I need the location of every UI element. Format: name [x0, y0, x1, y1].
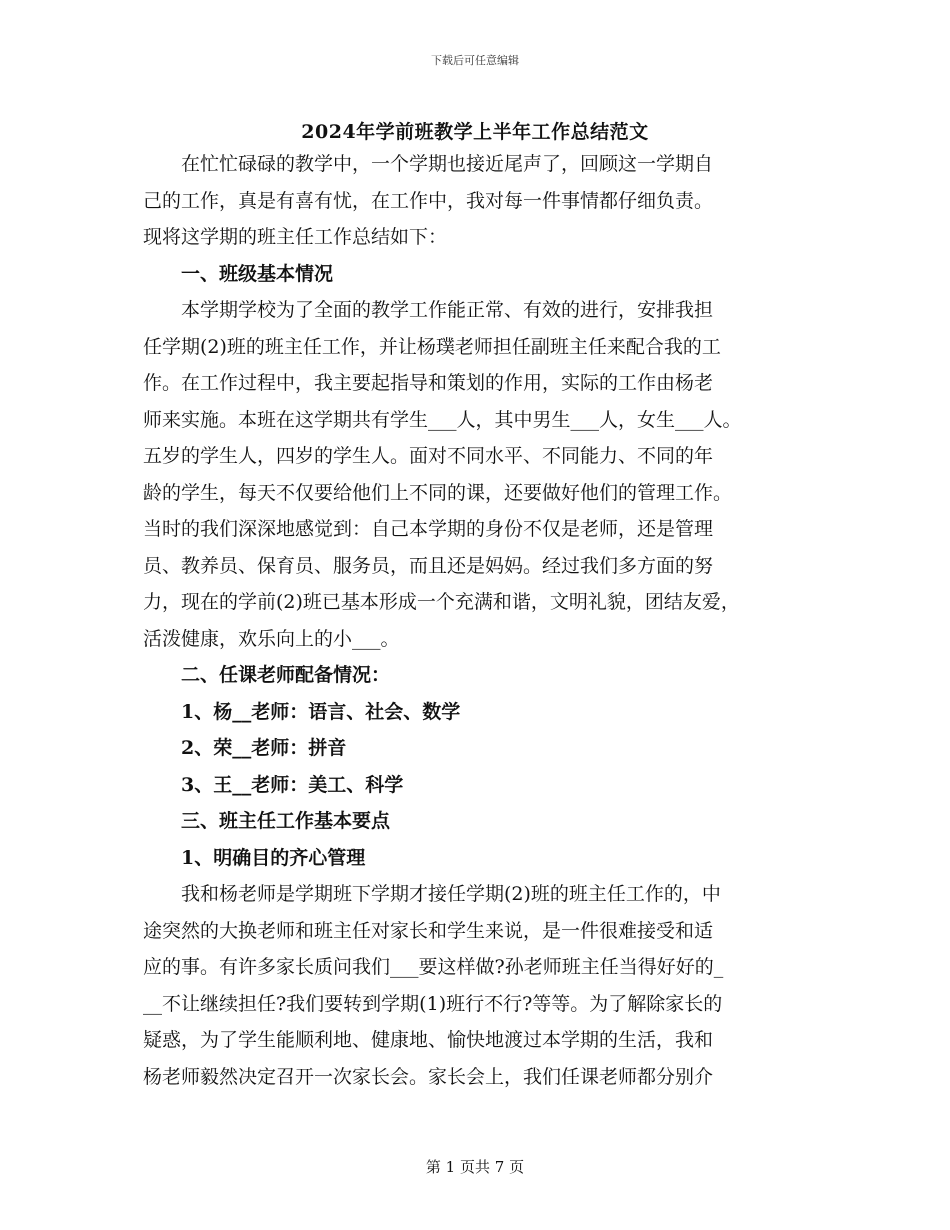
text-line: 任学期(2)班的班主任工作，并让杨璞老师担任副班主任来配合我的工	[143, 335, 721, 358]
text-line: 本学期学校为了全面的教学工作能正常、有效的进行，安排我担	[181, 299, 714, 321]
text-line: 应的事。有许多家长质问我们___要这样做?孙老师班主任当得好好的_	[143, 956, 724, 978]
text-line: 己的工作，真是有喜有忧，在工作中，我对每一件事情都仔细负责。	[143, 189, 714, 212]
text-line: 师来实施。本班在这学期共有学生___人，其中男生___人，女生___人。	[143, 408, 742, 431]
text-line: 途突然的大换老师和班主任对家长和学生来说，是一件很难接受和适	[143, 919, 714, 942]
section-heading	[143, 767, 819, 804]
body-paragraph	[143, 146, 819, 256]
text-line: 当时的我们深深地感觉到：自己本学期的身份不仅是老师，还是管理	[143, 518, 714, 540]
document-title: 2024年学前班教学上半年工作总结范文	[301, 121, 649, 143]
text-line: 二、任课老师配备情况：	[181, 664, 391, 686]
page-header-note: 下载后可任意编辑	[431, 54, 519, 67]
text-line: 1、明确目的齐心管理	[181, 846, 366, 869]
text-line: 杨老师毅然决定召开一次家长会。家长会上，我们任课老师都分别介	[143, 1065, 714, 1088]
body-paragraph	[143, 292, 819, 657]
text-line: 三、班主任工作基本要点	[181, 810, 391, 832]
text-line: 现将这学期的班主任工作总结如下：	[143, 226, 448, 248]
text-line: 在忙忙碌碌的教学中，一个学期也接近尾声了，回顾这一学期自	[181, 153, 714, 175]
section-heading	[143, 840, 819, 877]
text-line: 员、教养员、保育员、服务员，而且还是妈妈。经过我们多方面的努	[143, 554, 714, 577]
text-line: 3、王__老师：美工、科学	[181, 773, 404, 796]
section-heading	[143, 657, 819, 694]
text-line: 一、班级基本情况	[181, 262, 334, 285]
text-line: __不让继续担任?我们要转到学期(1)班行不行?等等。为了解除家长的	[143, 992, 723, 1015]
section-heading	[143, 694, 819, 731]
text-line: 活泼健康，欢乐向上的小___。	[143, 627, 400, 650]
text-line: 作。在工作过程中，我主要起指导和策划的作用，实际的工作由杨老	[143, 372, 714, 394]
text-line: 力，现在的学前(2)班已基本形成一个充满和谐，文明礼貌，团结友爱，	[143, 591, 740, 613]
document-body	[143, 146, 819, 1095]
text-line: 我和杨老师是学期班下学期才接任学期(2)班的班主任工作的，中	[181, 883, 721, 905]
text-line: 疑惑，为了学生能顺利地、健康地、愉快地渡过本学期的生活，我和	[143, 1029, 714, 1051]
section-heading	[143, 730, 819, 767]
text-line: 1、杨__老师：语言、社会、数学	[181, 700, 461, 723]
page-footer: 第 1 页共 7 页	[425, 1158, 525, 1176]
text-line: 2、荣__老师：拼音	[181, 737, 347, 759]
body-paragraph	[143, 876, 819, 1095]
text-line: 五岁的学生人，四岁的学生人。面对不同水平、不同能力、不同的年	[143, 445, 714, 467]
section-heading	[143, 803, 819, 840]
section-heading	[143, 256, 819, 293]
text-line: 龄的学生，每天不仅要给他们上不同的课，还要做好他们的管理工作。	[143, 481, 733, 504]
